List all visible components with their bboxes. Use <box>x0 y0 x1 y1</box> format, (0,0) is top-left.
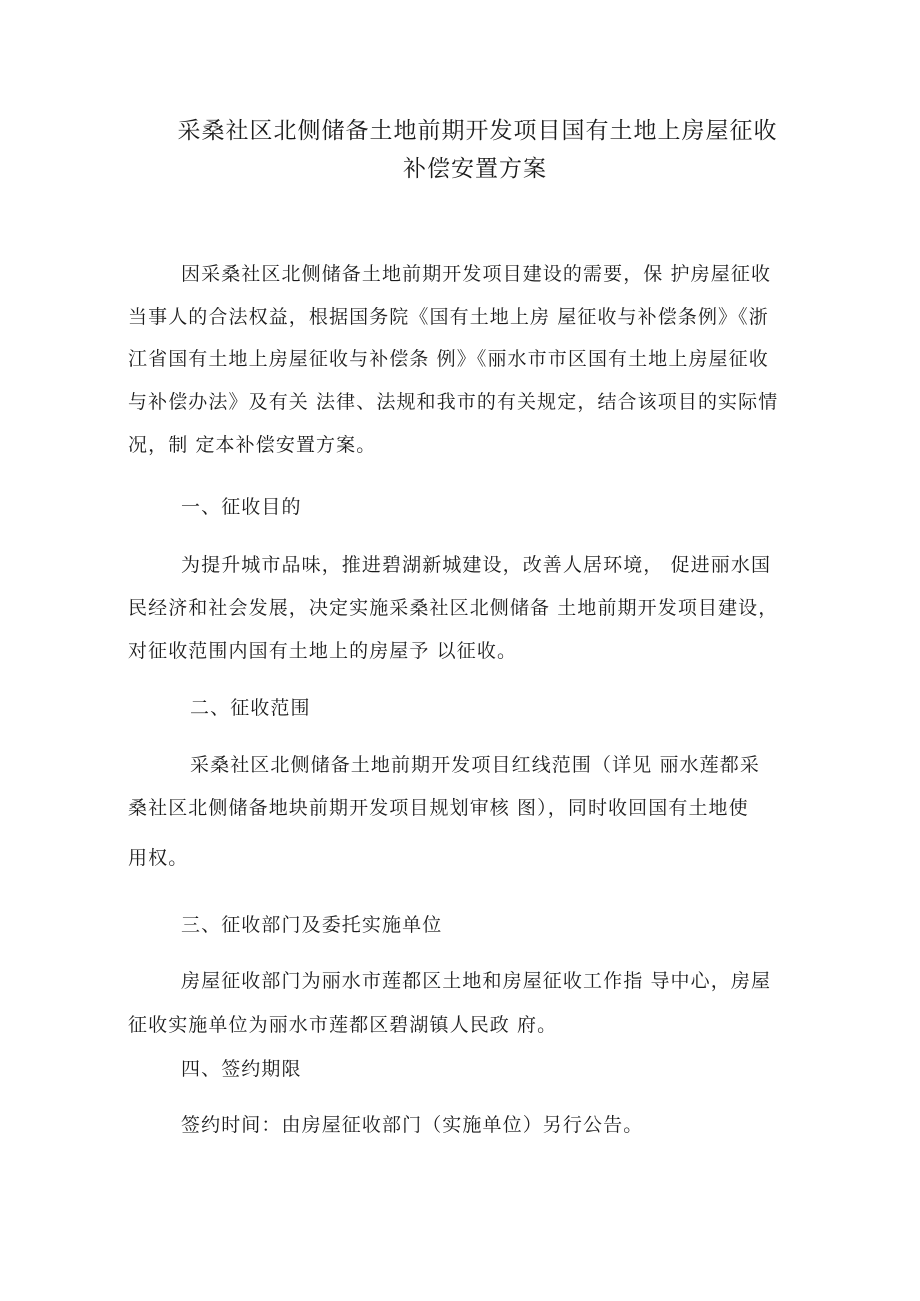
paragraph-line: 用权。 <box>128 847 189 869</box>
paragraph-line: 与补偿办法》及有关 法律、法规和我市的有关规定，结合该项目的实际情 <box>128 391 779 413</box>
paragraph-line: 当事人的合法权益，根据国务院《国有土地上房 屋征收与补偿条例》《浙 <box>128 306 769 328</box>
paragraph-line: 况，制 定本补偿安置方案。 <box>128 434 377 456</box>
paragraph-line: 为提升城市品味，推进碧湖新城建设，改善人居环境， 促进丽水国 <box>181 554 772 576</box>
title-line-2: 补偿安置方案 <box>403 156 547 182</box>
section-heading: 四、签约期限 <box>181 1058 302 1080</box>
paragraph-line: 江省国有土地上房屋征收与补偿条 例》《丽水市市区国有土地上房屋征收 <box>128 348 769 370</box>
paragraph-line: 签约时间：由房屋征收部门（实施单位）另行公告。 <box>181 1114 644 1136</box>
section-heading: 三、征收部门及委托实施单位 <box>181 914 443 936</box>
paragraph-line: 房屋征收部门为丽水市莲都区土地和房屋征收工作指 导中心，房屋 <box>181 970 772 992</box>
paragraph-line: 征收实施单位为丽水市莲都区碧湖镇人民政 府。 <box>128 1014 558 1036</box>
section-heading: 二、征收范围 <box>190 697 311 719</box>
paragraph-line: 采桑社区北侧储备土地前期开发项目红线范围（详见 丽水莲都采 <box>190 754 760 776</box>
paragraph-line: 因采桑社区北侧储备土地前期开发项目建设的需要，保 护房屋征收 <box>181 263 772 285</box>
document-title <box>0 112 920 188</box>
title-line-1: 采桑社区北侧储备土地前期开发项目国有土地上房屋征收 <box>177 118 778 144</box>
paragraph-line: 对征收范围内国有土地上的房屋予 以征收。 <box>128 640 518 662</box>
paragraph-line: 桑社区北侧储备地块前期开发项目规划审核 图），同时收回国有土地使 <box>128 797 749 819</box>
section-heading: 一、征收目的 <box>181 496 302 518</box>
paragraph-line: 民经济和社会发展，决定实施采桑社区北侧储备 土地前期开发项目建设， <box>128 597 779 619</box>
